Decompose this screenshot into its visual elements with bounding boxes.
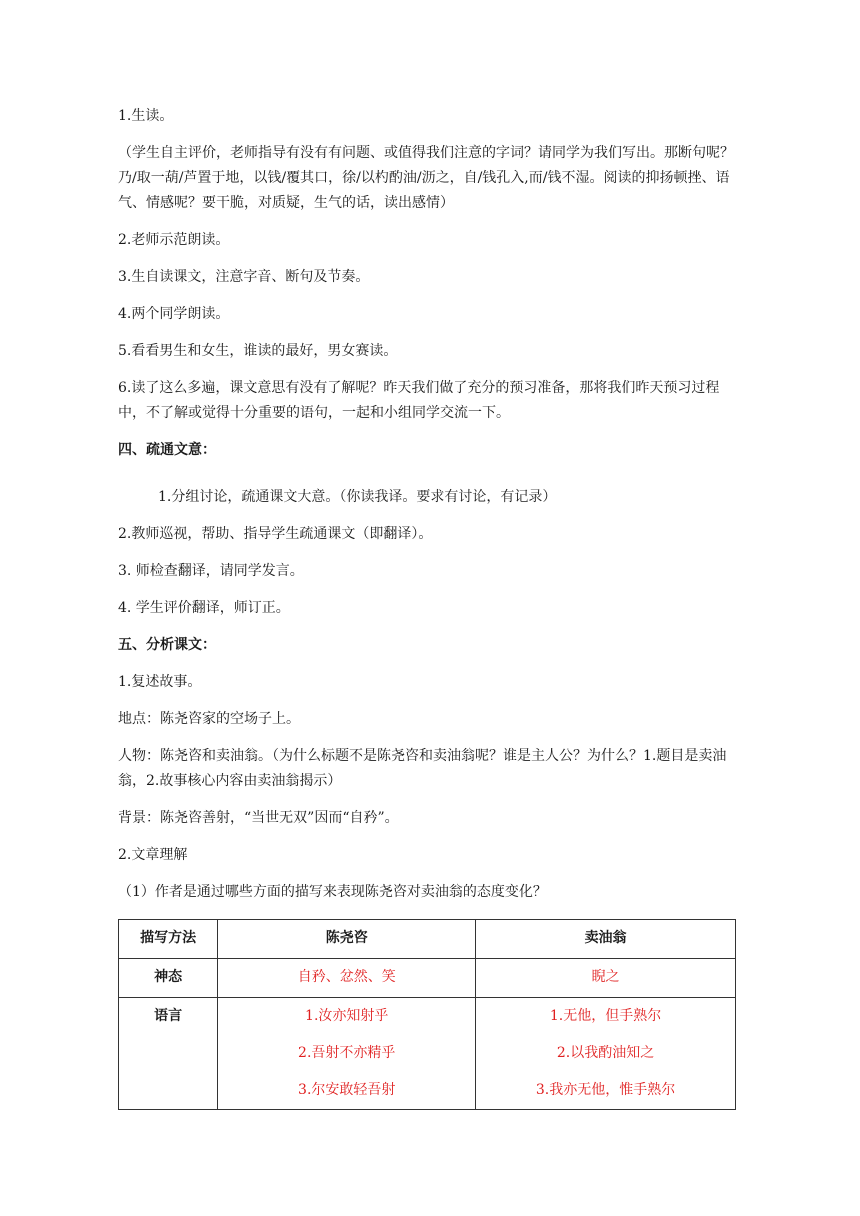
section-heading-5: 五、分析课文：: [118, 637, 216, 653]
paragraph-retell: 1.复述故事。: [118, 674, 202, 690]
paragraph-pair-read: 4.两个同学朗读。: [118, 306, 230, 322]
table-cell: 1.汝亦知射乎 2.吾射不亦精乎 3.尔安敢轻吾射: [218, 998, 476, 1110]
paragraph-background: 背景：陈尧咨善射，“当世无双”因而“自矜”。: [118, 810, 399, 826]
paragraph-question-1: （1）作者是通过哪些方面的描写来表现陈尧咨对卖油翁的态度变化？: [118, 884, 547, 900]
table-row: [119, 998, 736, 1110]
table-header-cell: 描写方法: [119, 920, 218, 959]
table-header-cell: 卖油翁: [476, 920, 736, 959]
table-row-label: 语言: [119, 998, 218, 1110]
paragraph-group-exchange: 6.读了这么多遍，课文意思有没有了解呢？昨天我们做了充分的预习准备，那将我们昨天预习过程中，不了解或觉得十分重要的语句，一起和小组同学交流一下。: [118, 380, 720, 421]
paragraph-self-evaluation: （学生自主评价，老师指导有没有有问题、或值得我们注意的字词？请同学为我们写出。那断句呢？乃/取一葫/芦置于地，以钱/覆其口，徐/以杓酌油/沥之，自/钱孔入,而/钱不湿。阅读的抑扬顿挫、语气、情感呢？要干脆，对质疑，生气的话，读出感情）: [118, 145, 734, 211]
table-cell: 睨之: [476, 959, 736, 998]
table-header-row: [119, 920, 736, 959]
paragraph-self-read: 3.生自读课文，注意字音、断句及节奏。: [118, 269, 370, 285]
paragraph-location: 地点：陈尧咨家的空场子上。: [118, 711, 300, 727]
paragraph-check-translation: 3. 师检查翻译，请同学发言。: [118, 563, 304, 579]
paragraph-gender-contest: 5.看看男生和女生，谁读的最好，男女赛读。: [118, 343, 398, 359]
paragraph-evaluate-translation: 4. 学生评价翻译，师订正。: [118, 600, 290, 616]
paragraph-teacher-patrol: 2.教师巡视，帮助、指导学生疏通课文（即翻译）。: [118, 526, 433, 542]
document-page: [118, 104, 740, 1110]
section-heading-4: 四、疏通文意：: [118, 442, 216, 458]
table-row: [119, 959, 736, 998]
table-row-label: 神态: [119, 959, 218, 998]
description-table: [118, 919, 736, 1110]
paragraph-group-discussion: 1.分组讨论，疏通课文大意。（你读我译。要求有讨论，有记录）: [158, 489, 557, 505]
table-cell: 自矜、忿然、笑: [218, 959, 476, 998]
table-cell: 1.无他，但手熟尔 2.以我酌油知之 3.我亦无他，惟手熟尔: [476, 998, 736, 1110]
paragraph-characters: 人物：陈尧咨和卖油翁。（为什么标题不是陈尧咨和卖油翁呢？谁是主人公？为什么？1.题目是卖油翁，2.故事核心内容由卖油翁揭示）: [118, 748, 727, 789]
paragraph-understanding: 2.文章理解: [118, 847, 188, 863]
paragraph-teacher-demo: 2.老师示范朗读。: [118, 232, 230, 248]
table-header-cell: 陈尧咨: [218, 920, 476, 959]
paragraph-student-reading: 1.生读。: [118, 108, 174, 124]
